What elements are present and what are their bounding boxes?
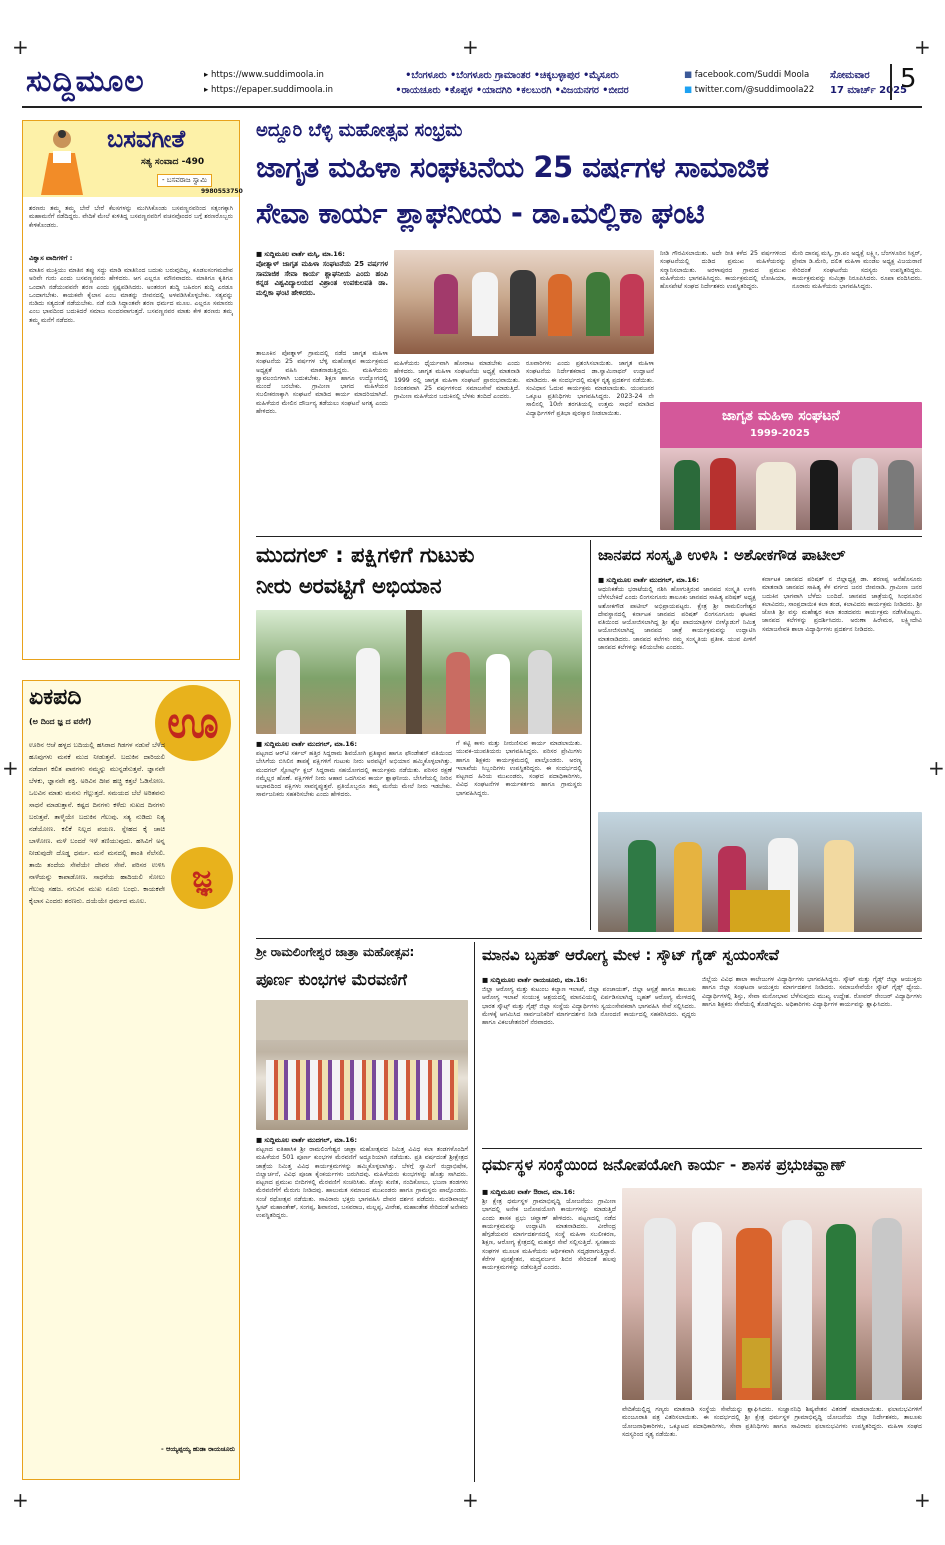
- basavageethe-quote-label: ವಿಶ್ವಾಸ ವಾದಿಗಳಿಗೆ :: [29, 254, 73, 262]
- lead-body-col-3: ರೂವಾರಿಗಳು ಎಂದು ಪ್ರಶಂಸಿಸಲಾಯಿತು. ಜಾಗೃತ ಮಹಿಳಾ ಸಂಘಟನೆಯ ನಿರ್ದೇಶಕರಾದ ಡಾ.ಸ್ವಾಮಿನಾಥನ್ ಉದ್ಘಾಟನೆ ಮಾಡಿದರು. ಈ ಸಂದರ್ಭದಲ್ಲಿ ಮಕ್ಕಳ ನೃತ್ಯ ಪ್ರದರ್ಶನ ನಡೆಯಿತು. ಸಂವಿಧಾನ ಓದುವ ಕಾರ್ಯಕ್ರಮ ಮಾಡಲಾಯಿತು. ಯುವಜನರ ಒಕ್ಕೂಟ ಪ್ರತಿನಿಧಿಗಳು ಭಾಗವಹಿಸಿದ್ದರು. 2023-24 ನೇ ಸಾಲಿನಲ್ಲಿ 10ನೇ ತರಗತಿಯಲ್ಲಿ ಉತ್ತಮ ಸಾಧನೆ ಮಾಡಿದ ವಿದ್ಯಾರ್ಥಿಗಳಿಗೆ ಪ್ರತಿಭಾ ಪುರಸ್ಕಾರ ನೀಡಲಾಯಿತು.: [526, 360, 654, 417]
- registration-mark-bottom-left: +: [12, 1488, 29, 1512]
- basavageethe-body: ಮಾತಿನ ಮುಕ್ತಿಯು ಮಾತಿನ ತಪ್ಪು ಸದ್ದು ಮಾಡಿ ಮಾತಿನಿಂದ ಬದುಕು ಬರುವುದಿಲ್ಲ, ಕೂಡಲಸಂಗಮದೇವ ಅರಿವೇ ಗುರು ಎಂದು ಬಸವಣ್ಣನವರು ಹೇಳಿದರು. ಆಗ ಎಲ್ಲರೂ ಮೌನವಾದರು. ಮಾತಿಗೂ ಕೃತಿಗೂ ಒಂದಾಗಿ ನಡೆಯುವವನೇ ಶರಣ ಎಂದು ಸ್ಪಷ್ಟಪಡಿಸಿದರು. ಅಂತರಂಗ ಶುದ್ಧಿ ಬಹಿರಂಗ ಶುದ್ಧಿ ಎರಡೂ ಒಂದಾಗಬೇಕು. ಕಾಯಕವೇ ಕೈಲಾಸ ಎಂಬ ಮಾತನ್ನು ಜೀವನದಲ್ಲಿ ಅಳವಡಿಸಿಕೊಳ್ಳಬೇಕು. ಸತ್ಯವನ್ನು ನುಡಿದು ಸತ್ಯದಂತೆ ನಡೆಯಬೇಕು. ನಡೆ ನುಡಿ ಸಿದ್ಧಾಂತವೇ ಶರಣ ಧರ್ಮದ ಮೂಲ. ಎಲ್ಲರೂ ಸಮಾನರು ಎಂಬ ಭಾವದಿಂದ ಬದುಕಿದರೆ ಸಮಾಜ ಸುಂದರವಾಗುತ್ತದೆ. ಬಸವಣ್ಣನವರ ಮಾತು ಕೇಳಿ ಶರಣರು ತಮ್ಮ ತಮ್ಮ ಮನೆಗೆ ನಡೆದರು.: [29, 267, 233, 324]
- mudagal-body-col-2: ಗೆ ಕಟ್ಟಿ ಕಾಳು ಮತ್ತು ನೀರುಣಿಸುವ ಕಾರ್ಯ ಮಾಡಲಾಯಿತು. ಯುವಕ-ಯುವತಿಯರು ಭಾಗವಹಿಸಿದ್ದರು. ಪರಿಸರ ಪ್ರೇಮಿಗಳು ಹಾಗೂ ಶಿಕ್ಷಕರು ಕಾರ್ಯಕ್ರಮದಲ್ಲಿ ಪಾಲ್ಗೊಂಡರು. ಅರಣ್ಯ ಇಲಾಖೆಯ ಸಿಬ್ಬಂದಿಗಳು ಉಪಸ್ಥಿತರಿದ್ದರು. ಈ ಸಂದರ್ಭದಲ್ಲಿ ಪಟ್ಟಣದ ಹಿರಿಯ ಮುಖಂಡರು, ಸಂಘದ ಪದಾಧಿಕಾರಿಗಳು, ವಿವಿಧ ಸಂಘಟನೆಗಳ ಕಾರ್ಯಕರ್ತರು ಹಾಗೂ ಗ್ರಾಮಸ್ಥರು ಭಾಗವಹಿಸಿದ್ದರು.: [456, 740, 582, 797]
- basavageethe-author: - ಬಸವರಾಜ ಸ್ವಾಮಿ: [157, 174, 212, 187]
- ramalingeshwara-headline-line-2: ಪೂರ್ಣ ಕುಂಭಗಳ ಮೆರವಣಿಗೆ: [256, 970, 407, 989]
- issue-date-text: 17 ಮಾರ್ಚ್ 2025: [830, 85, 908, 96]
- banner-text: ಜಾಗೃತ ಮಹಿಳಾ ಸಂಘಟನೆ: [722, 408, 840, 424]
- newspaper-logo[interactable]: ಸುದ್ದಿಮೂಲ: [26, 64, 145, 99]
- letter-jna: ಜ್ಞ: [192, 860, 212, 895]
- ekapadi-subtitle: (ಅ ದಿಂದ ಜ್ಞ ದ ವರೆಗೆ): [29, 717, 92, 726]
- registration-mark-mid-right: +: [928, 756, 945, 780]
- mudagal-headline-line-1: ಮುದಗಲ್ : ಪಕ್ಷಿಗಳಿಗೆ ಗುಟುಕು: [256, 543, 475, 567]
- basavanna-portrait-icon: [29, 125, 95, 197]
- registration-mark-top-center: +: [462, 35, 479, 59]
- globe-icon: ▸: [204, 70, 211, 80]
- website-url[interactable]: https://www.suddimoola.in: [210, 70, 324, 80]
- aarogya-headline: ಮಾನವಿ ಬೃಹತ್ ಆರೋಗ್ಯ ಮೇಳ : ಸ್ಕೌಟ್ ಗೈಡ್ ಸ್ವಯಂಸೇವೆ: [482, 946, 779, 964]
- basavageethe-phone: 9980553750: [201, 188, 243, 195]
- masthead: [22, 62, 922, 108]
- lead-photo-banner: [660, 402, 922, 530]
- dharmasthala-body-col-1: ಶ್ರೀ ಕ್ಷೇತ್ರ ಧರ್ಮಸ್ಥಳ ಗ್ರಾಮಾಭಿವೃದ್ಧಿ ಯೋಜನೆಯು ಗ್ರಾಮೀಣ ಭಾಗದಲ್ಲಿ ಅನೇಕ ಜನೋಪಯೋಗಿ ಕಾರ್ಯಗಳನ್ನು ಮಾಡುತ್ತಿದೆ ಎಂದು ಶಾಸಕ ಪ್ರಭು ಚವ್ಹಾಣ್ ಹೇಳಿದರು. ಪಟ್ಟಣದಲ್ಲಿ ನಡೆದ ಕಾರ್ಯಕ್ರಮವನ್ನು ಉದ್ಘಾಟಿಸಿ ಮಾತನಾಡಿದರು. ವೀರೇಂದ್ರ ಹೆಗ್ಗಡೆಯವರ ಮಾರ್ಗದರ್ಶನದಲ್ಲಿ ಸಂಸ್ಥೆ ಮಹಿಳಾ ಸಬಲೀಕರಣ, ಶಿಕ್ಷಣ, ಆರೋಗ್ಯ ಕ್ಷೇತ್ರದಲ್ಲಿ ಮಹತ್ತರ ಸೇವೆ ಸಲ್ಲಿಸುತ್ತಿದೆ. ಸ್ವಸಹಾಯ ಸಂಘಗಳ ಮೂಲಕ ಮಹಿಳೆಯರು ಆರ್ಥಿಕವಾಗಿ ಸದೃಢರಾಗುತ್ತಿದ್ದಾರೆ. ಕೆರೆಗಳ ಪುನಶ್ಚೇತನ, ಮದ್ಯವರ್ಜನ ಶಿಬಿರ ಸೇರಿದಂತೆ ಹಲವು ಕಾರ್ಯಕ್ರಮಗಳನ್ನು ನಡೆಸುತ್ತಿದೆ ಎಂದರು.: [482, 1198, 616, 1272]
- janapada-headline: ಜಾನಪದ ಸಂಸ್ಕೃತಿ ಉಳಿಸಿ : ಅಶೋಕಗೌಡ ಪಾಟೀಲ್: [598, 546, 846, 564]
- janapada-byline: ■ ಸುದ್ದಿಮೂಲ ವಾರ್ತೆ ಮುದಗಲ್, ಮಾ.16:: [598, 576, 699, 584]
- dharmasthala-photo-lamp-lighting: [622, 1188, 922, 1400]
- divider-vertical-lower: [474, 942, 475, 1482]
- registration-mark-top-right: +: [914, 35, 931, 59]
- facebook-link[interactable]: facebook.com/Suddi Moola: [694, 70, 810, 80]
- ramalingeshwara-headline-line-1: ಶ್ರೀ ರಾಮಲಿಂಗೇಶ್ವರ ಜಾತ್ರಾ ಮಹೋತ್ಸವ:: [256, 945, 415, 959]
- basavageethe-subtitle: ಸತ್ಯ ಸಂವಾದ -490: [141, 157, 205, 167]
- cities-row-2: •ರಾಯಚೂರು •ಕೊಪ್ಪಳ •ಯಾದಗಿರಿ •ಕಲಬುರಗಿ •ವಿಜಯನಗರ •ಬೀದರ: [395, 85, 629, 96]
- banner-years: 1999-2025: [750, 428, 810, 439]
- globe-icon: ▸: [204, 85, 211, 95]
- registration-mark-bottom-right: +: [914, 1488, 931, 1512]
- ekapadi-title: ಏಕಪದಿ: [29, 685, 82, 710]
- divider-vertical-mid: [590, 540, 591, 930]
- mudagal-photo-bird-water: [256, 610, 582, 734]
- registration-mark-top-left: +: [12, 35, 29, 59]
- cities-row-1: •ಬೆಂಗಳೂರು •ಬೆಂಗಳೂರು ಗ್ರಾಮಾಂತರ •ಚಿಕ್ಕಬಳ್ಳಾಪುರ •ಮೈಸೂರು: [405, 70, 619, 81]
- lead-intro: ಪೋತ್ನಾಳ್ ಜಾಗೃತ ಮಹಿಳಾ ಸಂಘಟನೆಯ 25 ವರ್ಷಗಳ ಸಾಮಾಜಿಕ ಸೇವಾ ಕಾರ್ಯ ಶ್ಲಾಘನೀಯ ಎಂದು ಹಂಪಿ ಕನ್ನಡ ವಿಶ್ವವಿದ್ಯಾಲಯದ ವಿಶ್ರಾಂತ ಉಪಕುಲಪತಿ ಡಾ. ಮಲ್ಲಿಕಾ ಘಂಟಿ ಹೇಳಿದರು.: [256, 260, 388, 297]
- ekapadi-signature: - ಆಯ್ಯಪ್ಪಯ್ಯ ಹುಡಾ ರಾಯಚೂರು: [161, 1445, 235, 1453]
- mudagal-headline-line-2: ನೀರು ಅರವಟ್ಟಿಗೆ ಅಭಿಯಾನ: [256, 574, 442, 598]
- page-number: 5: [890, 64, 917, 100]
- divider-row-3: [256, 938, 922, 939]
- epaper-url[interactable]: https://epaper.suddimoola.in: [210, 85, 333, 95]
- ekapadi-box: [22, 680, 240, 1480]
- twitter-link[interactable]: twitter.com/@suddimoola22: [694, 85, 815, 95]
- dharmasthala-headline: ಧರ್ಮಸ್ಥಳ ಸಂಸ್ಥೆಯಿಂದ ಜನೋಪಯೋಗಿ ಕಾರ್ಯ - ಶಾಸಕ ಪ್ರಭುಚವ್ಹಾಣ್: [482, 1156, 847, 1174]
- lead-headline-line-1: ಜಾಗೃತ ಮಹಿಳಾ ಸಂಘಟನೆಯ 25 ವರ್ಷಗಳ ಸಾಮಾಜಿಕ: [256, 150, 769, 184]
- lead-kicker: ಅದ್ದೂರಿ ಬೆಳ್ಳಿ ಮಹೋತ್ಸವ ಸಂಭ್ರಮ: [256, 120, 463, 141]
- aarogya-byline: ■ ಸುದ್ದಿಮೂಲ ವಾರ್ತೆ ರಾಯಚೂರು, ಮಾ.16:: [482, 976, 588, 984]
- ekapadi-body: ಊರಿನ ಆಚೆ ಹಳ್ಳದ ಬದಿಯಲ್ಲಿ ಹಸಿರಾದ ಗಿಡಗಳ ನಡುವೆ ಬೆಳೆದ ಹೂವುಗಳು ಮನಕೆ ಮುದ ನೀಡುತ್ತವೆ. ಬದುಕಿನ ದಾರಿಯಲಿ ನಡೆದಾಗ ಕಲಿತ ಪಾಠಗಳು ನಮ್ಮನ್ನು ಮುನ್ನಡೆಸುತ್ತವೆ. ಜ್ಞಾನವೇ ಬೆಳಕು, ಜ್ಞಾನವೇ ಶಕ್ತಿ. ಅರಿವಿನ ದೀಪ ಹಚ್ಚಿ ಕತ್ತಲೆ ಓಡಿಸೋಣ. ಒಲವಿನ ಮಾತು ಮನಸು ಗೆಲ್ಲುತ್ತದೆ. ಸಮಯದ ಬೆಲೆ ಅರಿತವನು ಸಾಧನೆ ಮಾಡುತ್ತಾನೆ. ಕಷ್ಟದ ದಿನಗಳು ಕಳೆದು ಸುಖದ ದಿನಗಳು ಬರುತ್ತವೆ. ತಾಳ್ಮೆಯೇ ಬದುಕಿನ ಗೆಲುವು. ಸತ್ಯ ನುಡಿದು ನಿತ್ಯ ನಡೆಯೋಣ. ಕಲಿಕೆ ನಿಲ್ಲದ ಪಯಣ. ಸ್ನೇಹದ ಕೈ ಚಾಚಿ ಬಾಳೋಣ. ಮಳೆ ಬಂದರೆ ಇಳೆ ತಣಿಯುವುದು. ಹಸಿವಿಗೆ ಅನ್ನ ನೀಡುವುದೇ ದೊಡ್ಡ ಧರ್ಮ. ಮನೆ ಮನದಲ್ಲಿ ಶಾಂತಿ ನೆಲೆಸಲಿ. ತಾಯಿ ತಂದೆಯ ಸೇವೆಯೇ ದೇವರ ಸೇವೆ. ಪರಿಸರ ಉಳಿಸಿ ನಾಳೆಯನ್ನು ಕಾಪಾಡೋಣ. ಸಾಧನೆಯ ಹಾದಿಯಲಿ ಸೋಲು ಗೆಲುವು ಸಹಜ. ನಗುವಿನ ಮುಖ ನೂರು ಬಂಧು. ಕಾಯಕವೇ ಕೈಲಾಸ ಎಂದರು ಶರಣರು. ದಯೆಯೇ ಧರ್ಮದ ಮೂಲ.: [29, 741, 165, 905]
- letter-u: ಊ: [167, 697, 219, 748]
- aarogya-body-col-2: ಜಿಲ್ಲೆಯ ವಿವಿಧ ಶಾಲಾ ಕಾಲೇಜುಗಳ ವಿದ್ಯಾರ್ಥಿಗಳು ಭಾಗವಹಿಸಿದ್ದರು. ಸ್ಕೌಟ್ ಮತ್ತು ಗೈಡ್ಸ್ ಜಿಲ್ಲಾ ಆಯುಕ್ತರು ಹಾಗೂ ಜಿಲ್ಲಾ ಸಂಘಟನಾ ಆಯುಕ್ತರು ಮಾರ್ಗದರ್ಶನ ನೀಡಿದರು. ಸಮಾಜಸೇವೆಯೇ ಸ್ಕೌಟ್ ಗೈಡ್ಸ್ ಧ್ಯೇಯ. ವಿದ್ಯಾರ್ಥಿಗಳಲ್ಲಿ ಶಿಸ್ತು, ಸೇವಾ ಮನೋಭಾವ ಬೆಳೆಸುವುದು ಮುಖ್ಯ ಉದ್ದೇಶ. ರೋವರ್ ರೇಂಜರ್ ವಿದ್ಯಾರ್ಥಿಗಳು ಹಾಗೂ ಶಿಕ್ಷಕರು ಸೇವೆಯಲ್ಲಿ ತೊಡಗಿದ್ದರು. ಅಧಿಕಾರಿಗಳು ವಿದ್ಯಾರ್ಥಿಗಳ ಕಾರ್ಯವನ್ನು ಶ್ಲಾಘಿಸಿದರು.: [702, 976, 922, 1008]
- dharmasthala-body-col-2: ವೇದಿಕೆಯಲ್ಲಿದ್ದ ಗಣ್ಯರು ಮಾತನಾಡಿ ಸಂಸ್ಥೆಯ ಸೇವೆಯನ್ನು ಶ್ಲಾಘಿಸಿದರು. ಸುಜ್ಞಾನನಿಧಿ ಶಿಷ್ಯವೇತನ ವಿತರಣೆ ಮಾಡಲಾಯಿತು. ಫಲಾನುಭವಿಗಳಿಗೆ ಮಂಜೂರಾತಿ ಪತ್ರ ವಿತರಿಸಲಾಯಿತು. ಈ ಸಂದರ್ಭದಲ್ಲಿ ಶ್ರೀ ಕ್ಷೇತ್ರ ಧರ್ಮಸ್ಥಳ ಗ್ರಾಮಾಭಿವೃದ್ಧಿ ಯೋಜನೆಯ ಜಿಲ್ಲಾ ನಿರ್ದೇಶಕರು, ತಾಲೂಕು ಯೋಜನಾಧಿಕಾರಿಗಳು, ಒಕ್ಕೂಟದ ಪದಾಧಿಕಾರಿಗಳು, ಸೇವಾ ಪ್ರತಿನಿಧಿಗಳು ಹಾಗೂ ಸಾವಿರಾರು ಫಲಾನುಭವಿಗಳು ಉಪಸ್ಥಿತರಿದ್ದರು. ಮಹಿಳಾ ಸಂಘದ ಸದಸ್ಯರಿಂದ ನೃತ್ಯ ನಡೆಯಿತು.: [622, 1406, 922, 1438]
- lead-headline-line-2: ಸೇವಾ ಕಾರ್ಯ ಶ್ಲಾಘನೀಯ - ಡಾ.ಮಲ್ಲಿಕಾ ಘಂಟಿ: [256, 196, 705, 230]
- letter-badge-u: [155, 685, 231, 761]
- basavageethe-box: [22, 120, 243, 660]
- mudagal-body-col-1: ಪಟ್ಟಣದ ಆರ್‌ಟಿ ಸರ್ಕಲ್ ಹತ್ತಿರ ಸಿದ್ದರಾಮ ಶಿವಯೋಗಿ ಪ್ರತಿಷ್ಠಾನ ಹಾಗೂ ಫೌಂಡೇಶನ್ ವತಿಯಿಂದ ಬೇಸಿಗೆಯ ಬಿಸಿಲಿನ ತಾಪಕ್ಕೆ ಪಕ್ಷಿಗಳಿಗೆ ಗುಟುಕು ನೀರು ಅರವಟ್ಟಿಗೆ ಅಭಿಯಾನ ಹಮ್ಮಿಕೊಳ್ಳಲಾಗಿತ್ತು. ಮುದಗಲ್ ಸ್ಪೋರ್ಟ್ಸ್ ಕ್ಲಬ್ ಸಿದ್ಧರಾಮ ಸಹಯೋಗದಲ್ಲಿ ಕಾರ್ಯಕ್ರಮ ನಡೆಯಿತು. ಪರಿಸರ ರಕ್ಷಣೆ ನಮ್ಮೆಲ್ಲರ ಹೊಣೆ. ಪಕ್ಷಿಗಳಿಗೆ ನೀರು ಆಹಾರ ಒದಗಿಸುವ ಕಾರ್ಯ ಶ್ಲಾಘನೀಯ. ಬೇಸಿಗೆಯಲ್ಲಿ ನೀರಿನ ಅಭಾವದಿಂದ ಪಕ್ಷಿಗಳು ಸಾವನ್ನಪ್ಪುತ್ತವೆ. ಪ್ರತಿಯೊಬ್ಬರೂ ತಮ್ಮ ಮನೆಯ ಮೇಲೆ ನೀರು ಇಡಬೇಕು. ಸಾರ್ವಜನಿಕರು ಸಹಕರಿಸಬೇಕು ಎಂದು ಹೇಳಿದರು.: [256, 750, 452, 799]
- social-links: [684, 68, 814, 98]
- lead-body-col-1: ತಾಲೂಕಿನ ಪೋತ್ನಾಳ್ ಗ್ರಾಮದಲ್ಲಿ ನಡೆದ ಜಾಗೃತ ಮಹಿಳಾ ಸಂಘಟನೆಯ 25 ವರ್ಷಗಳ ಬೆಳ್ಳಿ ಮಹೋತ್ಸವ ಕಾರ್ಯಕ್ರಮದ ಅಧ್ಯಕ್ಷತೆ ವಹಿಸಿ ಮಾತನಾಡುತ್ತಿದ್ದರು. ಮಹಿಳೆಯರು ಸ್ವಾವಲಂಬಿಗಳಾಗಿ ಬದುಕಬೇಕು. ಶಿಕ್ಷಣ ಹಾಗೂ ಉದ್ಯೋಗದಲ್ಲಿ ಮುಂದೆ ಬರಬೇಕು. ಗ್ರಾಮೀಣ ಭಾಗದ ಮಹಿಳೆಯರ ಸಬಲೀಕರಣಕ್ಕಾಗಿ ಸಂಘಟನೆ ಮಾಡಿದ ಕಾರ್ಯ ಮಾದರಿಯಾಗಿದೆ. ಮಹಿಳೆಯರ ಮೇಲಿನ ದೌರ್ಜನ್ಯ ತಡೆಯಲು ಸಂಘಟನೆ ಅಗತ್ಯ ಎಂದು ಹೇಳಿದರು.: [256, 350, 388, 416]
- edition-cities: [352, 68, 672, 98]
- janapada-photo-inauguration: [598, 812, 922, 932]
- lead-body-col-2: ಮಹಿಳೆಯರು ಧೈರ್ಯವಾಗಿ ಹೋರಾಟ ಮಾಡಬೇಕು ಎಂದು ಹೇಳಿದರು. ಜಾಗೃತ ಮಹಿಳಾ ಸಂಘಟನೆಯ ಅಧ್ಯಕ್ಷೆ ಮಾತನಾಡಿ 1999 ರಲ್ಲಿ ಜಾಗೃತ ಮಹಿಳಾ ಸಂಘಟನೆ ಪ್ರಾರಂಭವಾಯಿತು. ನಿರಂತರವಾಗಿ 25 ವರ್ಷಗಳಿಂದ ಸಮಾಜಸೇವೆ ಮಾಡುತ್ತಿದೆ. ಗ್ರಾಮೀಣ ಮಹಿಳೆಯರ ಬದುಕಿನಲ್ಲಿ ಬೆಳಕು ತಂದಿದೆ ಎಂದರು.: [394, 360, 520, 401]
- basavageethe-intro: ಶರಣರು ತಮ್ಮ ತಮ್ಮ ಬೇರೆ ಬೇರೆ ಕೆಲಸಗಳನ್ನು ಮುಗಿಸಿಕೊಂಡು ಬಸವಣ್ಣನವರಿಂದ ಸತ್ಸಂಗಕ್ಕಾಗಿ ಮಹಾಮನೆಗೆ ನಡೆದಿದ್ದರು. ವೇದಿಕೆ ಮೇಲೆ ಕುಳಿತಿದ್ದ ಬಸವಣ್ಣನವರಿಗೆ ವಚನವೊಂದರ ಬಗ್ಗೆ ಶರಣರೊಬ್ಬರು ಕೇಳಿಕೊಂಡರು.: [29, 205, 233, 229]
- mudagal-byline: ■ ಸುದ್ದಿಮೂಲ ವಾರ್ತೆ ಮುದಗಲ್, ಮಾ.16:: [256, 740, 357, 748]
- letter-badge-jna: [171, 847, 233, 909]
- dharmasthala-byline: ■ ಸುದ್ದಿಮೂಲ ವಾರ್ತೆ ಔರಾದ, ಮಾ.16:: [482, 1188, 576, 1196]
- registration-mark-mid-left: +: [2, 756, 19, 780]
- aarogya-body-col-1: ಜಿಲ್ಲಾ ಆರೋಗ್ಯ ಮತ್ತು ಕುಟುಂಬ ಕಲ್ಯಾಣ ಇಲಾಖೆ, ಜಿಲ್ಲಾ ಪಂಚಾಯತ್, ಜಿಲ್ಲಾ ಆಸ್ಪತ್ರೆ ಹಾಗೂ ತಾಲೂಕು ಆರೋಗ್ಯ ಇಲಾಖೆ ಸಂಯುಕ್ತ ಆಶ್ರಯದಲ್ಲಿ ಮಾನವಿಯಲ್ಲಿ ಏರ್ಪಡಿಸಲಾಗಿದ್ದ ಬೃಹತ್ ಆರೋಗ್ಯ ಮೇಳದಲ್ಲಿ ಭಾರತ ಸ್ಕೌಟ್ಸ್ ಮತ್ತು ಗೈಡ್ಸ್ ಜಿಲ್ಲಾ ಸಂಸ್ಥೆಯ ವಿದ್ಯಾರ್ಥಿಗಳು ಸ್ವಯಂಸೇವಕರಾಗಿ ಭಾಗವಹಿಸಿ ಸೇವೆ ಸಲ್ಲಿಸಿದರು. ಮೇಳಕ್ಕೆ ಆಗಮಿಸಿದ ಸಾರ್ವಜನಿಕರಿಗೆ ಮಾರ್ಗದರ್ಶನ ನೀಡಿ ನೋಂದಣಿ ಕಾರ್ಯದಲ್ಲಿ ಸಹಕರಿಸಿದರು. ವೃದ್ಧರು ಹಾಗೂ ವಿಕಲಚೇತನರಿಗೆ ನೆರವಾದರು.: [482, 986, 696, 1027]
- basavageethe-title: ಬಸವಗೀತೆ: [107, 125, 186, 153]
- twitter-icon: ■: [684, 85, 695, 95]
- lead-photo-felicitation: [394, 250, 654, 354]
- divider-lead: [256, 536, 922, 537]
- lead-byline: ■ ಸುದ್ದಿಮೂಲ ವಾರ್ತೆ ಮಸ್ಕಿ, ಮಾ.16:: [256, 250, 345, 258]
- janapada-body-col-1: ಆಧುನಿಕತೆಯ ಭರಾಟೆಯಲ್ಲಿ ನಶಿಸಿ ಹೋಗುತ್ತಿರುವ ಜಾನಪದ ಸಂಸ್ಕೃತಿ ಉಳಿಸಿ ಬೆಳೆಸಬೇಕಿದೆ ಎಂದು ಲಿಂಗಸುಗೂರು ತಾಲೂಕು ಜಾನಪದ ಸಾಹಿತ್ಯ ಪರಿಷತ್ ಅಧ್ಯಕ್ಷ ಅಶೋಕಗೌಡ ಪಾಟೀಲ್ ಅಭಿಪ್ರಾಯಪಟ್ಟರು. ಕ್ಷೇತ್ರ ಶ್ರೀ ರಾಮಲಿಂಗೇಶ್ವರ ದೇವಸ್ಥಾನದಲ್ಲಿ ಕರ್ನಾಟಕ ಜಾನಪದ ಪರಿಷತ್ ಲಿಂಗಸೂಗೂರು ಘಟಕದ ವತಿಯಿಂದ ಆಯೋಜಿಸಲಾಗಿದ್ದ ಶ್ರೀ ಶೈಲ ಪಾದಯಾತ್ರಿಗಳ ಬೀಳ್ಕೊಡುಗೆ ನಿಮಿತ್ತ ಆಯೋಜಿಸಲಾಗಿದ್ದ ಜಾನಪದ ಜಾತ್ರೆ ಕಾರ್ಯಕ್ರಮವನ್ನು ಉದ್ಘಾಟಿಸಿ ಮಾತನಾಡಿದರು. ಜಾನಪದ ಕಲೆಗಳು ನಮ್ಮ ಸಂಸ್ಕೃತಿಯ ಪ್ರತೀಕ. ಯುವ ಪೀಳಿಗೆ ಜಾನಪದ ಕಲೆಗಳನ್ನು ಕಲಿಯಬೇಕು ಎಂದರು.: [598, 586, 756, 652]
- website-links: [204, 68, 333, 98]
- issue-day: ಸೋಮವಾರ: [830, 70, 870, 81]
- lead-body-col-5: ಮೇರಿ ದಾನಪ್ಪ ಮಸ್ಕಿ, ಗ್ರಾ.ಪಂ ಅಧ್ಯಕ್ಷೆ ಲಕ್ಷ್ಮೀ, ಬೆಂಗಳೂರಿನ ಸಿಸ್ಟರ್, ಪ್ರೇಮಾ ಡಿ.ಮೇರಿ, ದಲಿತ ಮಹಿಳಾ ಮಂಡಲ ಅಧ್ಯಕ್ಷ ವಿಜಯರಾಣಿ ಸೇರಿದಂತೆ ಸಂಘಟನೆಯ ಸದಸ್ಯರು ಉಪಸ್ಥಿತರಿದ್ದರು. ಕಾರ್ಯಕ್ರಮವನ್ನು ಸುಮಿತ್ರಾ ನಿರೂಪಿಸಿದರು. ರೂಪಾ ವಂದಿಸಿದರು. ನೂರಾರು ಮಹಿಳೆಯರು ಭಾಗವಹಿಸಿದ್ದರು.: [792, 250, 922, 291]
- ramalingeshwara-byline: ■ ಸುದ್ದಿಮೂಲ ವಾರ್ತೆ ಮುದಗಲ್, ಮಾ.16:: [256, 1136, 357, 1144]
- ramalingeshwara-body: ಪಟ್ಟಣದ ಐತಿಹಾಸಿಕ ಶ್ರೀ ರಾಮಲಿಂಗೇಶ್ವರ ಜಾತ್ರಾ ಮಹೋತ್ಸವದ ನಿಮಿತ್ತ ವಿವಿಧ ಕಲಾ ತಂಡಗಳೊಂದಿಗೆ ಮಹಿಳೆಯರ 501 ಪೂರ್ಣ ಕುಂಭಗಳ ಮೆರವಣಿಗೆ ಅದ್ಧೂರಿಯಾಗಿ ನಡೆಯಿತು. ಪ್ರತಿ ವರ್ಷದಂತೆ ಶ್ರೀಕ್ಷೇತ್ರದ ಜಾತ್ರೆಯ ನಿಮಿತ್ತ ವಿವಿಧ ಕಾರ್ಯಕ್ರಮಗಳನ್ನು ಹಮ್ಮಿಕೊಳ್ಳಲಾಗಿತ್ತು. ಬೆಳಗ್ಗೆ ಸ್ವಾಮಿಗೆ ರುದ್ರಾಭಿಷೇಕ, ಬಿಲ್ವಾರ್ಚನೆ, ವಿವಿಧ ಪೂಜಾ ಕೈಂಕರ್ಯಗಳು ಜರುಗಿದವು. ಮಹಿಳೆಯರು ಕುಂಭಗಳನ್ನು ಹೊತ್ತು ಸಾಗಿದರು. ಪಟ್ಟಣದ ಪ್ರಮುಖ ಬೀದಿಗಳಲ್ಲಿ ಮೆರವಣಿಗೆ ಸಂಚರಿಸಿತು. ಡೊಳ್ಳು ಕುಣಿತ, ನಂದಿಕೋಲು, ಭಜನಾ ತಂಡಗಳು ಮೆರವಣಿಗೆಗೆ ಮೆರುಗು ನೀಡಿದವು. ಹಾಲುಮತ ಸಮಾಜದ ಮುಖಂಡರು ಹಾಗೂ ಗ್ರಾಮಸ್ಥರು ಪಾಲ್ಗೊಂಡರು. ಸಂಜೆ ರಥೋತ್ಸವ ನಡೆಯಿತು. ಸಾವಿರಾರು ಭಕ್ತರು ಭಾಗವಹಿಸಿ ದೇವರ ದರ್ಶನ ಪಡೆದರು. ಮರಡಿವಾಯ್ಸ್ ಸ್ವೀಟ್ ಮಹಾಂತೇಶ್, ಸಂಗಪ್ಪ, ಶಿವಾನಂದ, ಬಸವರಾಜ, ಮಲ್ಲಪ್ಪ, ವೀರೇಶ, ಮಹಾಂತೇಶ ಸೇರಿದಂತೆ ಅನೇಕರು ಉಪಸ್ಥಿತರಿದ್ದರು.: [256, 1146, 468, 1220]
- facebook-icon: ■: [684, 70, 695, 80]
- janapada-body-col-2: ಕರ್ನಾಟಕ ಜಾನಪದ ಪರಿಷತ್ ನ ಜಿಲ್ಲಾಧ್ಯಕ್ಷ ಡಾ. ಶರಣಪ್ಪ ಆನೆಹೊಸೂರು ಮಾತನಾಡಿ ಜಾನಪದ ಸಾಹಿತ್ಯ ಕೆಳ ವರ್ಗದ ಜನರ ಜೀವನಾಡಿ. ಗ್ರಾಮೀಣ ಜನರ ಬದುಕಿನ ಭಾಗವಾಗಿ ಬೆಳೆದು ಬಂದಿದೆ. ಜಾನಪದ ಜಾತ್ರೆಯಲ್ಲಿ ಸಿಂಧನೂರಿನ ಕಲಾವಿದರು, ಸಾಂಪ್ರದಾಯಿಕ ಕಲಾ ತಂಡ, ಕಲಾವಿದರು ಕಾರ್ಯಕ್ರಮ ನೀಡಿದರು. ಶ್ರೀ ಜೋತಿ ಶ್ರೀ ವಸ್ತು ಮಹೇಶ್ವರ ಕಲಾ ತಂಡದವರು ಕಾರ್ಯಕ್ರಮ ನಡೆಸಿಕೊಟ್ಟರು. ಜಾನಪದ ಕಲೆಗಳನ್ನು ಪ್ರದರ್ಶಿಸಿದರು. ಅರುಣಾ ಹಿರೇಮಠ, ಲಕ್ಷ್ಮೀದೇವಿ ಸಮಾಜಸೇವಕಿ ಶಾಲಾ ವಿದ್ಯಾರ್ಥಿಗಳು ಪ್ರದರ್ಶನ ನೀಡಿದರು.: [762, 576, 922, 633]
- registration-mark-bottom-center: +: [462, 1488, 479, 1512]
- lead-body-col-4: ನೀಡಿ ಗೌರವಿಸಲಾಯಿತು. ಅದೇ ರೀತಿ ಕಳೆದ 25 ವರ್ಷಗಳಿಂದ ಸಂಘಟನೆಯಲ್ಲಿ ದುಡಿದ ಪ್ರಮುಖ ಮಹಿಳೆಯರನ್ನು ಸನ್ಮಾನಿಸಲಾಯಿತು. ಅರಳಾಪುರದ ಗ್ರಾಮದ ಪ್ರಮುಖ ಮಹಿಳೆಯರು ಭಾಗವಹಿಸಿದ್ದರು. ಕಾರ್ಯಕ್ರಮದಲ್ಲಿ ಲೋಹಿಯಾ, ಹೊಸಪೇಟೆ ಸಂಘದ ನಿರ್ದೇಶಕರು ಉಪಸ್ಥಿತರಿದ್ದರು.: [660, 250, 786, 291]
- divider-aarogya: [482, 1148, 922, 1149]
- ramalingeshwara-photo-procession: [256, 1000, 468, 1130]
